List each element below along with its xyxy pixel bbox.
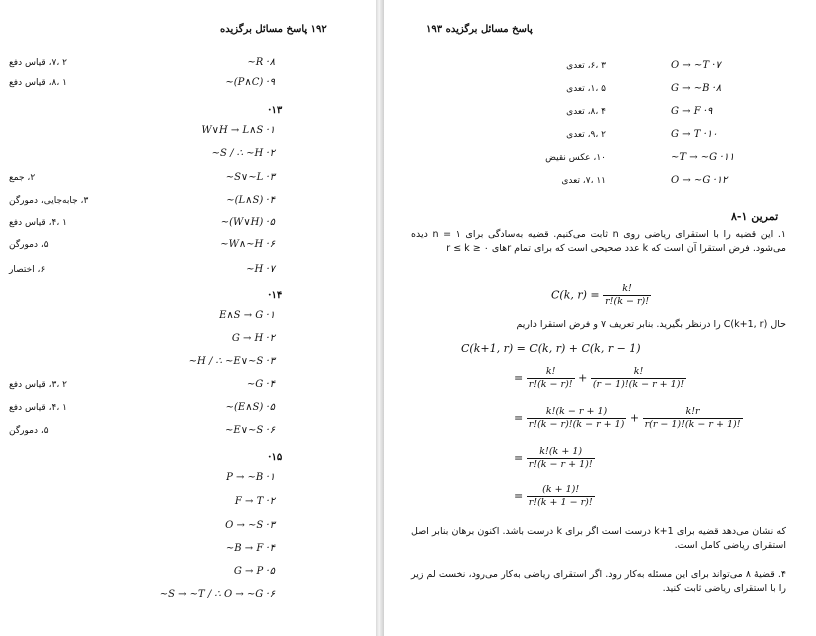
proof-line: ~S → ~T / ∴ O → ~G ·۶	[159, 589, 275, 600]
proof-line: G → H ·۲	[231, 333, 275, 344]
equation: C(k, r) = $\frac{k!}{r!(k - r)!}$	[551, 283, 650, 307]
equation: = $\frac{k!(k - r + 1)}{r!(k - r)!(k - r + 1)}$ + $\frac{k!r}{r(r - 1)!(k - r + 1)!}$	[514, 406, 741, 430]
equation: C(k+1, r) = C(k, r) + C(k, r − 1)	[461, 342, 641, 355]
proof-line: ~G ·۴ ۲ ،۳، قیاس دفع	[9, 379, 275, 390]
proof-line: ~E∨~S ·۶ ۵، دمورگن	[9, 425, 275, 436]
equation: = $\frac{(k + 1)!}{r!(k + 1 - r)!}$	[514, 484, 593, 508]
proof-line: ~(L∧S) ·۴ ۳، جابه‌جایی، دمورگن	[9, 195, 275, 206]
proof-line: ~R ·۸ ۲ ،۷، قیاس دفع	[9, 57, 275, 68]
left-running-head: ۱۹۲ پاسخ مسائل برگزیده	[220, 24, 327, 35]
proof-line: ~B → F ·۴	[225, 543, 275, 554]
paragraph: حال (C(k+1, r را درنظر بگیرید. بنابر تعریف ۷ و فرض استقرا داریم	[516, 319, 786, 330]
proof-line: G → F ·۹ ۴ ،۸، تعدی	[566, 106, 713, 117]
right-running-head: پاسخ مسائل برگزیده ۱۹۳	[426, 24, 533, 35]
proof-line: G → T ·۱۰ ۲ ،۹، تعدی	[566, 129, 718, 140]
proof-line: E∧S → G ·۱	[219, 310, 275, 321]
right-page	[386, 0, 816, 636]
section-number: ۱۵·	[268, 452, 283, 463]
section-number: ۱۳·	[268, 105, 283, 116]
proof-line: P → ~B ·۱	[226, 472, 275, 483]
proof-line: ~(P∧C) ·۹ ۱ ،۸، قیاس دفع	[9, 77, 275, 88]
section-number: ۱۴·	[268, 290, 283, 301]
proof-line: ~(E∧S) ·۵ ۱ ،۴، قیاس دفع	[9, 402, 275, 413]
proof-line: G → ~B ·۸ ۵ ،۱، تعدی	[566, 83, 722, 94]
proof-line: W∨H → L∧S ·۱	[201, 125, 275, 136]
proof-line: ~(W∨H) ·۵ ۱ ،۴، قیاس دفع	[9, 217, 275, 228]
exercise-title: تمرین ۱-۸	[731, 210, 779, 223]
proof-line: ~H / ∴ ~E∨~S ·۳	[188, 356, 275, 367]
paragraph: که نشان می‌دهد قضیه برای k+1 درست است اگر برای k درست باشد. اکنون برهان بنابر اصل استقرای ریاضی کامل است.	[411, 526, 787, 551]
proof-line: ~S∨~L ·۳ ۲، جمع	[9, 172, 275, 183]
proof-line: ~T → ~G ·۱۱ ۱۰، عکس نقیض	[545, 152, 735, 163]
proof-line: ~W∧~H ·۶ ۵، دمورگن	[9, 239, 275, 250]
paragraph: ۱. این قضیه را با استقرای ریاضی روی n ثابت می‌کنیم. قضیه به‌سادگی برای n = ۱ دیده می‌شود. فرض استقرا آن است که k عدد صحیحی است که برای تمام rهای ۰ ≤ r ≤ k	[411, 229, 787, 254]
proof-line: O → ~S ·۳	[225, 520, 275, 531]
book-spine	[376, 0, 384, 636]
proof-line: ~S / ∴ ~H ·۲	[211, 148, 275, 159]
equation: = $\frac{k!(k + 1)}{r!(k - r + 1)!}$	[514, 446, 593, 470]
proof-line: ~H ·۷ ۶، اختصار	[9, 264, 275, 275]
proof-line: G → P ·۵	[233, 566, 275, 577]
proof-line: O → ~T ·۷ ۳ ،۶، تعدی	[566, 60, 721, 71]
proof-line: F → T ·۲	[234, 496, 275, 507]
equation: = $\frac{k!}{r!(k - r)!}$ + $\frac{k!}{(r - 1)!(k - r + 1)!}$	[514, 366, 685, 390]
proof-line: O → ~G ·۱۲ ۱۱ ،۷، تعدی	[561, 175, 728, 186]
paragraph: ۴. قضیهٔ ۸ می‌تواند برای این مسئله به‌کار رود. اگر استقرای ریاضی به‌کار می‌رود، نخست لم زیر را با استقرای ریاضی ثابت کنید.	[411, 569, 786, 594]
left-page	[0, 0, 375, 636]
